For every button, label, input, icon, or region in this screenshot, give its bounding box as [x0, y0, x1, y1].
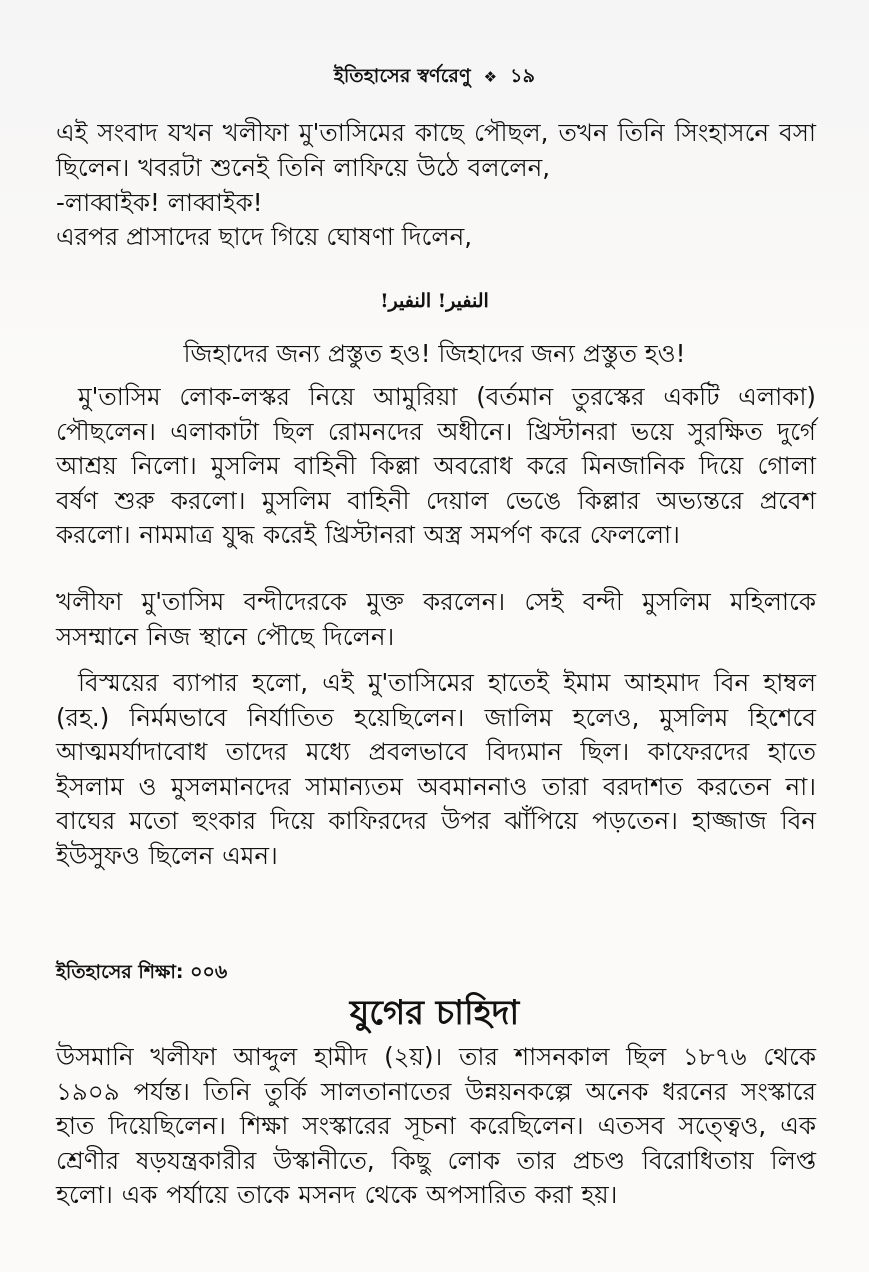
paragraph-release: খলীফা মু'তাসিম বন্দীদেরকে মুক্ত করলেন। সেই বন্দী মুসলিম মহিলাকে সসম্মানে নিজ স্থানে পৌছে দিলেন।: [56, 587, 816, 651]
book-title: ইতিহাসের স্বর্ণরেণু: [333, 65, 471, 87]
paragraph-ottoman: উসমানি খলীফা আব্দুল হামীদ (২য়)। তার শাসনকাল ছিল ১৮৭৬ থেকে ১৯০৯ পর্যন্ত। তিনি তুর্কি সালতানাতের উন্নয়নকল্পে অনেক ধরনের সংস্কারে হাত দিয়েছিলেন। শিক্ষা সংস্কারের সূচনা করেছিলেন। এতসব সত্ত্বেও, এক শ্রেণীর ষড়যন্ত্রকারীর উস্কানীতে, কিছু লোক তার প্রচণ্ড বিরোধিতায় লিপ্ত হলো। এক পর্যায়ে তাকে মসনদ থেকে অপসারিত করা হয়।: [56, 1042, 816, 1209]
labbaik-line: -লাব্বাইক! লাব্বাইক!: [56, 188, 263, 217]
paragraph-wonder: বিস্ময়ের ব্যাপার হলো, এই মু'তাসিমের হাতেই ইমাম আহমাদ বিন হাম্বল (রহ.) নির্মমভাবে নির্যাতিত হয়েছিলেন। জালিম হলেও, মুসলিম হিশেবে আত্মমর্যাদাবোধ তাদের মধ্যে প্রবলভাবে বিদ্যমান ছিল। কাফেরদের হাতে ইসলাম ও মুসলমানদের সামান্যতম অবমাননাও তারা বরদাশত করতেন না। বাঘের মতো হুংকার দিয়ে কাফিরদের উপর ঝাঁপিয়ে পড়তেন। হাজ্জাজ বিন ইউসুফও ছিলেন এমন।: [56, 668, 816, 870]
arabic-call: النفير! النفير!: [380, 290, 489, 312]
section-title: যুগের চাহিদা: [349, 993, 520, 1033]
paragraph-amuriya: মু'তাসিম লোক-লস্কর নিয়ে আমুরিয়া (বর্তমান তুরস্কের একটি এলাকা) পৌছলেন। এলাকাটা ছিল রোমনদের অধীনে। খ্রিস্টানরা ভয়ে সুরক্ষিত দুর্গে আশ্রয় নিলো। মুসলিম বাহিনী কিল্লা অবরোধ করে মিনজানিক দিয়ে গোলা বর্ষণ শুরু করলো। মুসলিম বাহিনী দেয়াল ভেঙে কিল্লার অভ্যন্তরে প্রবেশ করলো। নামমাত্র যুদ্ধ করেই খ্রিস্টানরা অস্ত্র সমর্পণ করে ফেললো।: [56, 382, 816, 549]
page-number: ১৯: [510, 65, 536, 87]
arabic-translation: জিহাদের জন্য প্রস্তুত হও! জিহাদের জন্য প্রস্তুত হও!: [183, 339, 686, 368]
running-header: [0, 62, 869, 94]
announcement-line: এরপর প্রাসাদের ছাদে গিয়ে ঘোষণা দিলেন,: [56, 222, 473, 251]
section-label: ইতিহাসের শিক্ষা: ০০৬: [56, 961, 228, 983]
paragraph-news: এই সংবাদ যখন খলীফা মু'তাসিমের কাছে পৌছল, তখন তিনি সিংহাসনে বসা ছিলেন। খবরটা শুনেই তিনি লাফিয়ে উঠে বললেন,: [56, 118, 816, 182]
ornament-separator: ❖: [483, 68, 498, 86]
